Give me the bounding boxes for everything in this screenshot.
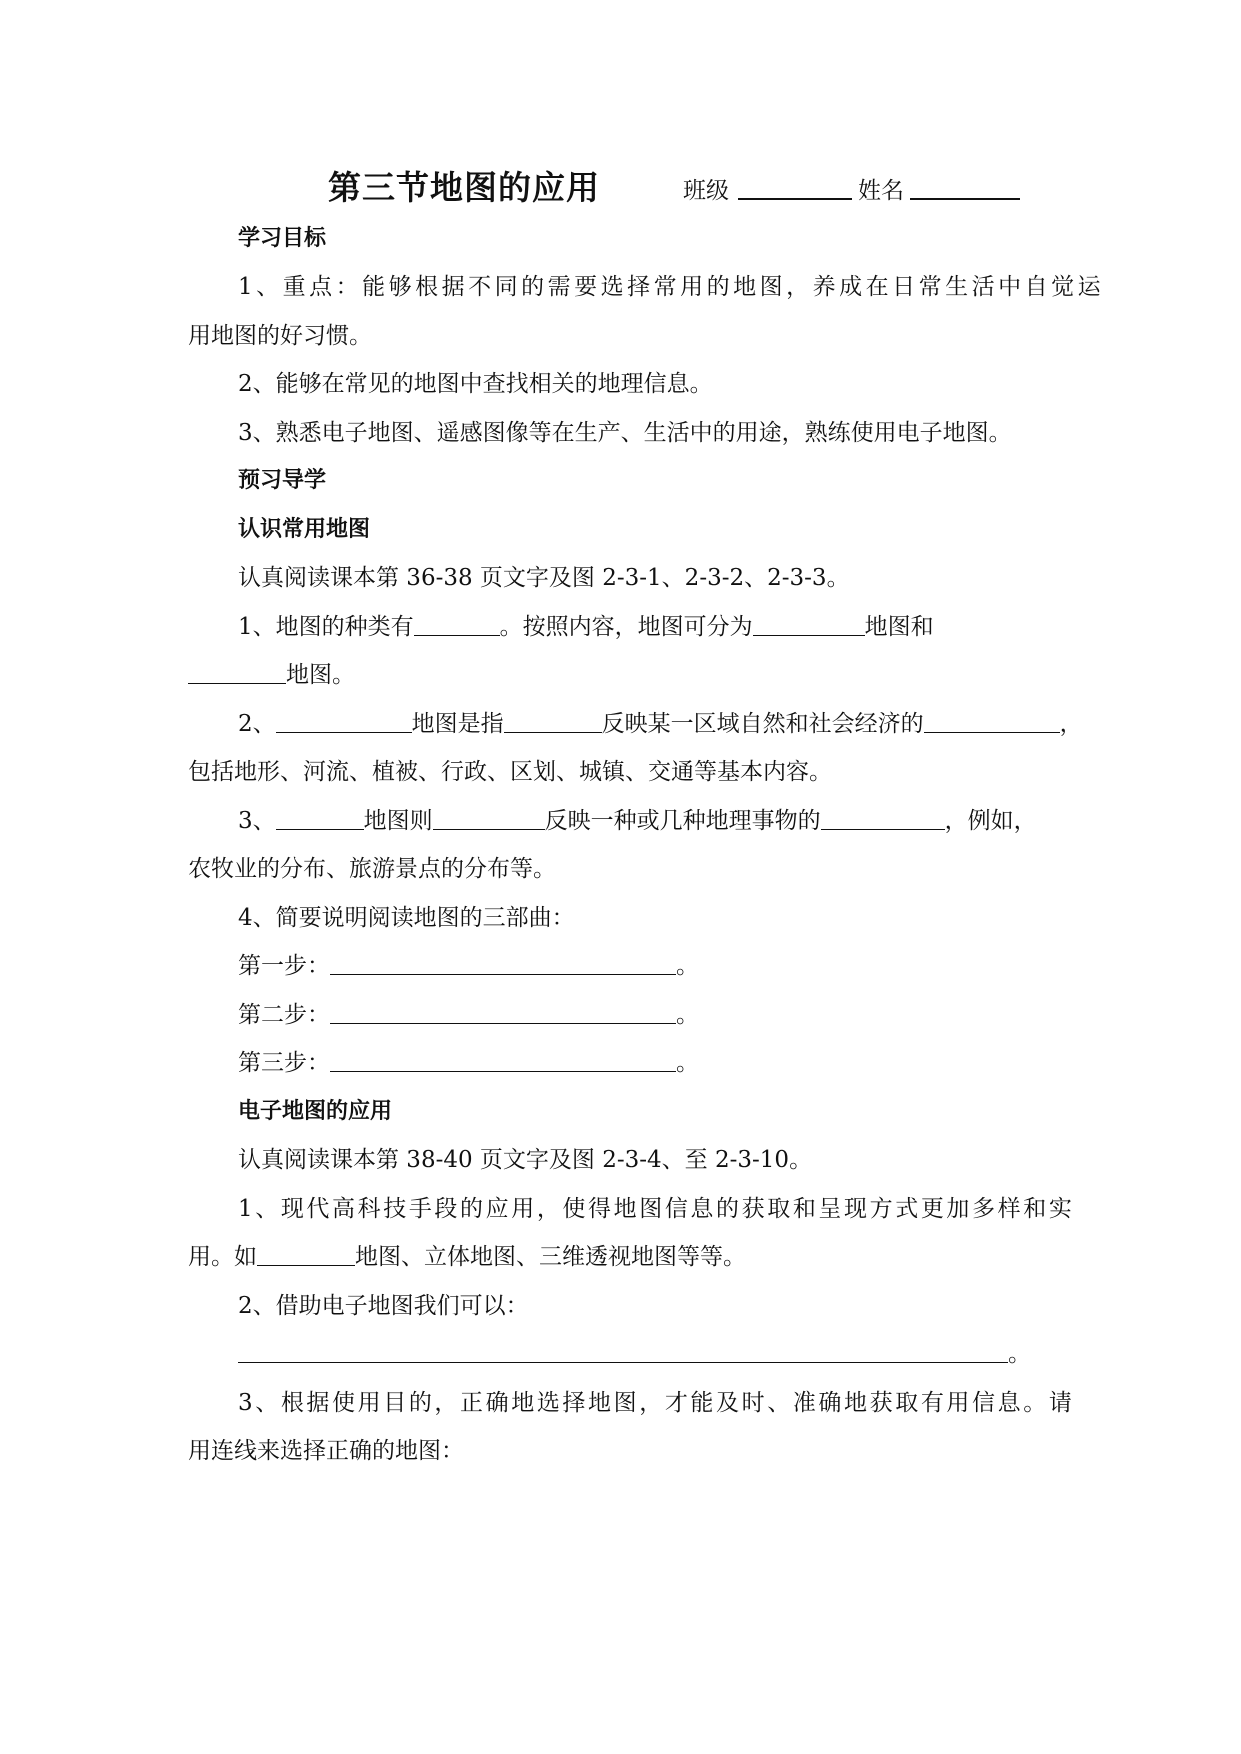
name-label: 姓名	[858, 178, 904, 204]
common-maps-subheading: 认识常用地图	[238, 517, 371, 542]
q1-blank-map-category-2[interactable]	[188, 659, 286, 684]
q2-blank-manner[interactable]	[504, 708, 602, 733]
objective-2: 2、能够在常见的地图中查找相关的地理信息。	[238, 371, 713, 397]
q2-text-4: ，	[1059, 711, 1083, 737]
question-2-line-b: 包括地形、河流、植被、行政、区划、城镇、交通等基本内容。	[188, 759, 832, 785]
q2-blank-aspect[interactable]	[924, 708, 1060, 733]
emap-question-2-answer-row	[0, 1338, 1241, 1370]
step-2-end: 。	[676, 1002, 699, 1028]
preview-heading: 预习导学	[238, 468, 327, 493]
q3-text-1: 3、	[238, 808, 276, 834]
q3-text-4: ，例如，	[944, 808, 1037, 834]
q1-text-1: 1、地图的种类有	[238, 614, 414, 640]
class-blank[interactable]	[738, 198, 852, 200]
emap-question-3-line-a: 3、根据使用目的，正确地选择地图，才能及时、准确地获取有用信息。请	[238, 1390, 1075, 1416]
q1-blank-map-category-1[interactable]	[753, 611, 865, 636]
step-3-row	[0, 1047, 1241, 1079]
step-1-row	[0, 950, 1241, 982]
question-3-line-a	[0, 805, 1241, 837]
emap-heading: 电子地图的应用	[238, 1099, 393, 1124]
step-2-row	[0, 999, 1241, 1031]
step-1-end: 。	[676, 953, 699, 979]
emap-intro: 认真阅读课本第 38-40 页文字及图 2-3-4、至 2-3-10。	[238, 1147, 813, 1173]
q1-text-4: 地图。	[286, 662, 355, 688]
step-2-blank[interactable]	[330, 999, 676, 1024]
page-title: 第三节地图的应用	[328, 168, 600, 207]
question-4: 4、简要说明阅读地图的三部曲：	[238, 905, 575, 931]
q1-text-3: 地图和	[864, 614, 934, 640]
step-3-label: 第三步：	[238, 1050, 330, 1076]
step-2-label: 第二步：	[238, 1002, 330, 1028]
q2-text-2: 地图是指	[411, 711, 504, 737]
q3-blank-feature[interactable]	[821, 805, 945, 830]
q1-text-2: 。按照内容，地图可分为	[499, 614, 753, 640]
emap-question-1-line-a: 1、现代高科技手段的应用，使得地图信息的获取和呈现方式更加多样和实	[238, 1196, 1075, 1222]
emap-question-2: 2、借助电子地图我们可以：	[238, 1293, 529, 1319]
class-label: 班级	[683, 178, 729, 204]
q2-text-1: 2、	[238, 711, 276, 737]
title-row	[0, 158, 1241, 212]
step-1-blank[interactable]	[330, 950, 676, 975]
emap-q1-text-1: 用。如	[188, 1244, 257, 1270]
question-1-line-a	[0, 611, 1241, 643]
name-blank[interactable]	[910, 198, 1020, 200]
question-2-line-a	[0, 708, 1241, 740]
emap-question-1-line-b	[0, 1241, 1241, 1273]
objective-3: 3、熟悉电子地图、遥感图像等在生产、生活中的用途，熟练使用电子地图。	[238, 420, 1012, 446]
question-1-line-b	[0, 659, 1241, 691]
q3-text-3: 反映一种或几种地理事物的	[544, 808, 821, 834]
emap-q2-end: 。	[1008, 1341, 1031, 1367]
emap-q1-blank[interactable]	[257, 1241, 355, 1266]
emap-q1-text-2: 地图、立体地图、三维透视地图等等。	[355, 1244, 746, 1270]
step-1-label: 第一步：	[238, 953, 330, 979]
emap-question-3-line-b: 用连线来选择正确的地图：	[188, 1438, 464, 1464]
objective-1-line-b: 用地图的好习惯。	[188, 323, 372, 349]
objective-1-line-a: 1、重点：能够根据不同的需要选择常用的地图，养成在日常生活中自觉运	[238, 274, 1105, 300]
step-3-blank[interactable]	[330, 1047, 676, 1072]
emap-q2-answer-blank[interactable]	[238, 1338, 1008, 1363]
q1-blank-map-types[interactable]	[414, 611, 500, 636]
preview-intro: 认真阅读课本第 36-38 页文字及图 2-3-1、2-3-2、2-3-3。	[238, 565, 850, 591]
question-3-line-b: 农牧业的分布、旅游景点的分布等。	[188, 856, 556, 882]
q2-text-3: 反映某一区域自然和社会经济的	[601, 711, 924, 737]
step-3-end: 。	[676, 1050, 699, 1076]
objectives-heading: 学习目标	[238, 226, 327, 251]
q3-blank-map-type[interactable]	[276, 805, 364, 830]
q3-blank-manner[interactable]	[433, 805, 545, 830]
q3-text-2: 地图则	[363, 808, 433, 834]
q2-blank-map-type[interactable]	[276, 708, 412, 733]
